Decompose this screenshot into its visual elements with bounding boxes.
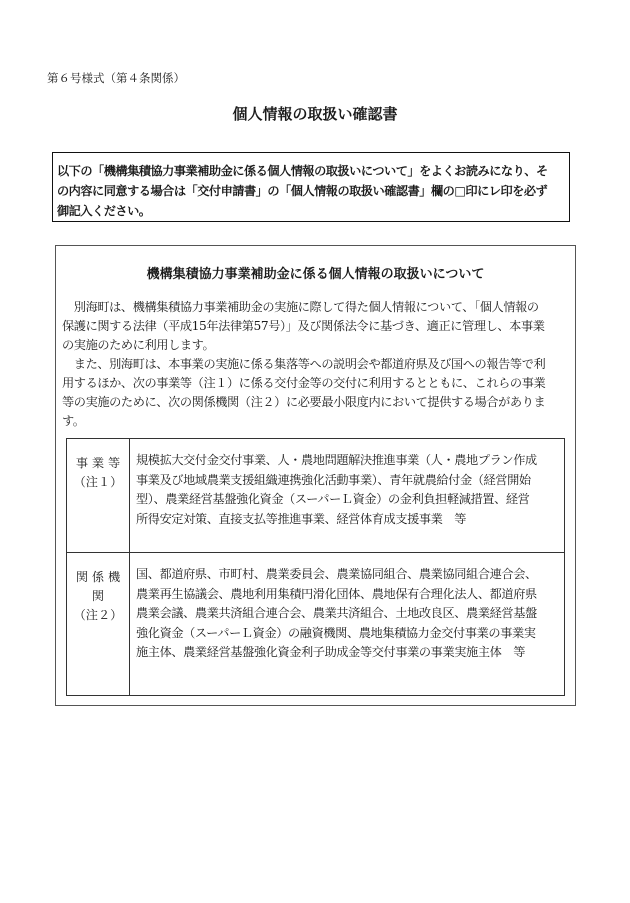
cell-line: 型）、農業経営基盤強化資金（スーパーＬ資金）の金利負担軽減措置、経営 bbox=[136, 492, 530, 506]
paragraph-line: す。 bbox=[62, 414, 85, 428]
row-header-note: （注２） bbox=[73, 608, 123, 622]
row-header-projects bbox=[67, 439, 130, 553]
panel-paragraph bbox=[62, 298, 574, 431]
row-header-label: 事 業 等 bbox=[75, 456, 121, 470]
form-number: 第６号様式（第４条関係） bbox=[47, 71, 185, 85]
paragraph-line: また、別海町は、本事業の実施に係る集落等への説明会や都道府県及び国への報告等で利 bbox=[62, 357, 546, 371]
paragraph-line: 別海町は、機構集積協力事業補助金の実施に際して得た個人情報について、「個人情報の bbox=[62, 300, 539, 314]
table-row bbox=[67, 553, 565, 696]
panel-title: 機構集積協力事業補助金に係る個人情報の取扱いについて bbox=[146, 267, 485, 282]
row-content-agencies bbox=[130, 553, 565, 696]
cell-line: 事業及び地域農業支援組織連携強化活動事業）、青年就農給付金（経営開始 bbox=[136, 472, 531, 487]
notice-line: の内容に同意する場合は「交付申請書」の「個人情報の取扱い確認書」欄の□印にレ印を必ず bbox=[57, 184, 548, 198]
row-header-note: （注１） bbox=[73, 475, 123, 489]
info-panel bbox=[55, 245, 576, 706]
notice-box bbox=[52, 152, 570, 222]
paragraph-line: 保護に関する法律（平成15年法律第57号）」及び関係法令に基づき、適正に管理し、本事業 bbox=[62, 319, 545, 333]
cell-line: 国、都道府県、市町村、農業委員会、農業協同組合、農業協同組合連合会、 bbox=[136, 567, 537, 581]
cell-line: 強化資金（スーパーＬ資金）の融資機関、農地集積協力金交付事業の事業実 bbox=[136, 625, 536, 640]
cell-line: 規模拡大交付金交付事業、人・農地問題解決推進事業（人・農地プラン作成 bbox=[136, 453, 537, 467]
paragraph-line: 等の実施のために、次の関係機関（注２）に必要最小限度内において提供する場合がありま bbox=[62, 395, 546, 409]
paragraph-line: 用するほか、次の事業等（注１）に係る交付金等の交付に利用するとともに、これらの事業 bbox=[62, 376, 546, 390]
row-content-projects bbox=[130, 439, 565, 553]
paragraph-line: の実施のために利用します。 bbox=[62, 338, 215, 352]
row-header-label: 関 係 機 関 bbox=[75, 570, 121, 603]
info-table bbox=[66, 438, 565, 696]
cell-line: 農業再生協議会、農地利用集積円滑化団体、農地保有合理化法人、都道府県 bbox=[136, 586, 537, 601]
table-row bbox=[67, 439, 565, 553]
notice-line: 以下の「機構集積協力事業補助金に係る個人情報の取扱いについて」をよくお読みになり、そ bbox=[57, 164, 548, 178]
row-header-agencies bbox=[67, 553, 130, 696]
notice-line: 御記入ください。 bbox=[57, 204, 151, 218]
cell-line: 施主体、農業経営基盤強化資金利子助成金等交付事業の事業実施主体 等 bbox=[136, 645, 525, 659]
cell-line: 農業会議、農業共済組合連合会、農業共済組合、土地改良区、農業経営基盤 bbox=[136, 606, 537, 620]
document-title: 個人情報の取扱い確認書 bbox=[232, 105, 398, 123]
cell-line: 所得安定対策、直接支払等推進事業、経営体育成支援事業 等 bbox=[136, 511, 467, 526]
